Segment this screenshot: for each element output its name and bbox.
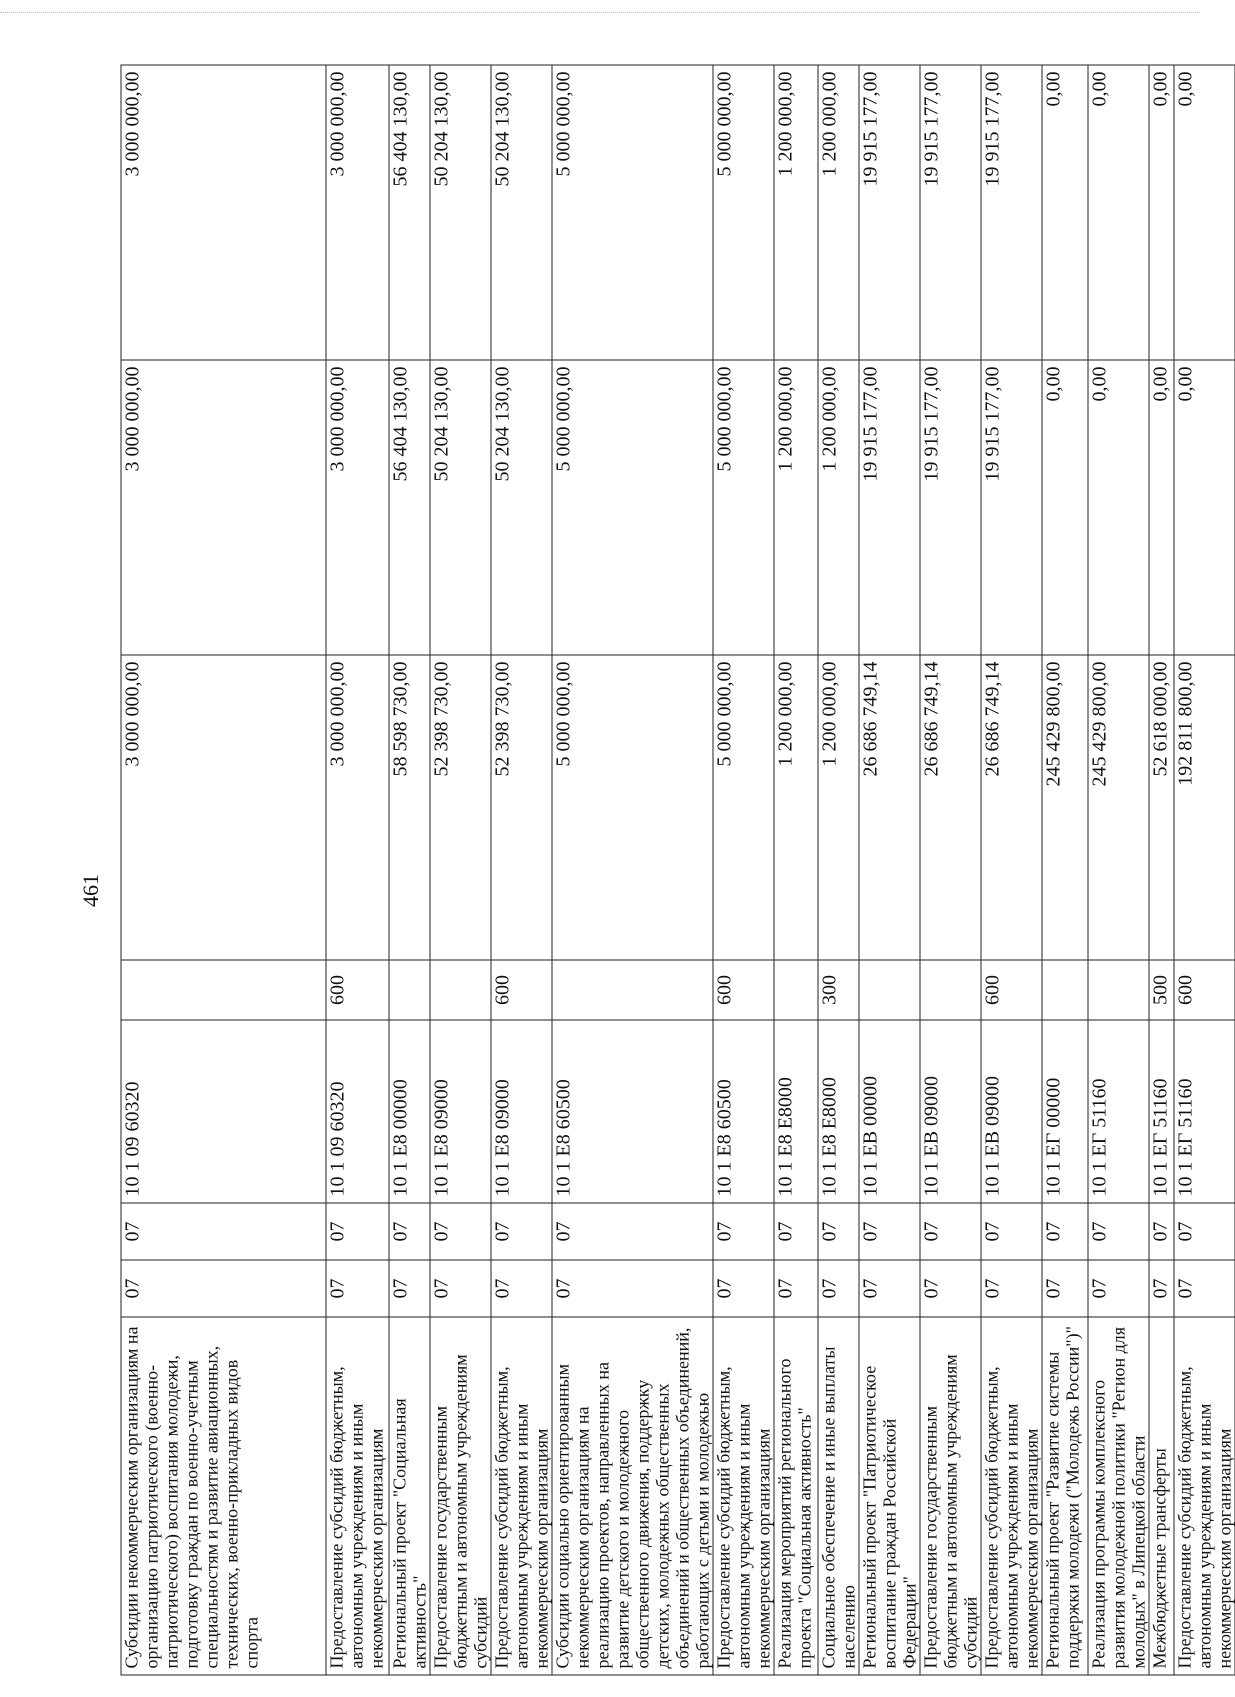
row-name-cell: Предоставление субсидий бюджетным, автономным учреждениям и иным некоммерческим организациям bbox=[1174, 1317, 1235, 1675]
row-subsection-cell: 07 bbox=[774, 1203, 818, 1260]
row-amount-2-cell: 1 200 000,00 bbox=[818, 360, 859, 655]
row-amount-2-cell: 0,00 bbox=[1174, 360, 1235, 655]
row-amount-2-cell: 19 915 177,00 bbox=[981, 360, 1042, 655]
row-name-cell: Субсидии социально ориентированным некоммерческим организациям на реализацию проектов, направленных на развитие детского и молодежного общественного движения, поддержку детских, молодежных общественных объединений и общественных объединений, работающих с детьми и молодежью bbox=[552, 1317, 713, 1675]
row-amount-2-cell: 0,00 bbox=[1149, 360, 1174, 655]
row-section-cell: 07 bbox=[1042, 1260, 1088, 1317]
row-expense-type-cell bbox=[552, 960, 713, 1020]
row-subsection-cell: 07 bbox=[920, 1203, 981, 1260]
row-subsection-cell: 07 bbox=[981, 1203, 1042, 1260]
row-amount-1-cell: 52 398 730,00 bbox=[430, 655, 491, 960]
row-amount-1-cell: 26 686 749,14 bbox=[859, 655, 920, 960]
row-amount-2-cell: 1 200 000,00 bbox=[774, 360, 818, 655]
row-name-cell: Региональный проект "Развитие системы поддержки молодежи ("Молодежь России")" bbox=[1042, 1317, 1088, 1675]
row-amount-2-cell: 0,00 bbox=[1042, 360, 1088, 655]
row-section-cell: 07 bbox=[389, 1260, 430, 1317]
row-section-cell: 07 bbox=[818, 1260, 859, 1317]
row-name-cell: Межбюджетные трансферты bbox=[1149, 1317, 1174, 1675]
row-section-cell: 07 bbox=[774, 1260, 818, 1317]
row-expense-type-cell bbox=[920, 960, 981, 1020]
row-amount-2-cell: 5 000 000,00 bbox=[713, 360, 774, 655]
row-subsection-cell: 07 bbox=[859, 1203, 920, 1260]
row-target-code-cell: 10 1 E8 09000 bbox=[491, 1020, 552, 1203]
row-amount-3-cell: 56 404 130,00 bbox=[389, 65, 430, 360]
row-amount-2-cell: 50 204 130,00 bbox=[491, 360, 552, 655]
row-amount-3-cell: 3 000 000,00 bbox=[121, 65, 326, 360]
row-subsection-cell: 07 bbox=[389, 1203, 430, 1260]
row-section-cell: 07 bbox=[430, 1260, 491, 1317]
row-amount-1-cell: 245 429 800,00 bbox=[1088, 655, 1149, 960]
row-subsection-cell: 07 bbox=[1149, 1203, 1174, 1260]
budget-table-rotated bbox=[120, 65, 1234, 1675]
row-expense-type-cell: 600 bbox=[713, 960, 774, 1020]
row-subsection-cell: 07 bbox=[491, 1203, 552, 1260]
row-amount-2-cell: 19 915 177,00 bbox=[920, 360, 981, 655]
page-number: 461 bbox=[78, 874, 103, 907]
row-section-cell: 07 bbox=[859, 1260, 920, 1317]
row-subsection-cell: 07 bbox=[552, 1203, 713, 1260]
row-subsection-cell: 07 bbox=[713, 1203, 774, 1260]
table-row bbox=[491, 65, 552, 1675]
table-row bbox=[1042, 65, 1088, 1675]
row-name-cell: Предоставление государственным бюджетным и автономным учреждениям субсидий bbox=[430, 1317, 491, 1675]
row-amount-3-cell: 0,00 bbox=[1174, 65, 1235, 360]
row-expense-type-cell: 600 bbox=[326, 960, 389, 1020]
row-target-code-cell: 10 1 ЕГ 00000 bbox=[1042, 1020, 1088, 1203]
row-target-code-cell: 10 1 E8 E8000 bbox=[774, 1020, 818, 1203]
row-section-cell: 07 bbox=[121, 1260, 326, 1317]
table-body bbox=[121, 65, 1235, 1675]
row-amount-3-cell: 5 000 000,00 bbox=[713, 65, 774, 360]
row-target-code-cell: 10 1 EB 09000 bbox=[981, 1020, 1042, 1203]
row-expense-type-cell bbox=[430, 960, 491, 1020]
table-row bbox=[920, 65, 981, 1675]
table-row bbox=[774, 65, 818, 1675]
row-section-cell: 07 bbox=[326, 1260, 389, 1317]
row-amount-3-cell: 0,00 bbox=[1042, 65, 1088, 360]
row-amount-1-cell: 58 598 730,00 bbox=[389, 655, 430, 960]
table-row bbox=[389, 65, 430, 1675]
row-amount-1-cell: 52 398 730,00 bbox=[491, 655, 552, 960]
row-section-cell: 07 bbox=[1088, 1260, 1149, 1317]
row-target-code-cell: 10 1 ЕГ 51160 bbox=[1088, 1020, 1149, 1203]
row-target-code-cell: 10 1 09 60320 bbox=[121, 1020, 326, 1203]
row-amount-3-cell: 5 000 000,00 bbox=[552, 65, 713, 360]
row-amount-2-cell: 0,00 bbox=[1088, 360, 1149, 655]
row-amount-1-cell: 1 200 000,00 bbox=[818, 655, 859, 960]
table-row bbox=[1174, 65, 1235, 1675]
row-target-code-cell: 10 1 09 60320 bbox=[326, 1020, 389, 1203]
row-amount-1-cell: 26 686 749,14 bbox=[920, 655, 981, 960]
row-target-code-cell: 10 1 EB 00000 bbox=[859, 1020, 920, 1203]
row-amount-1-cell: 5 000 000,00 bbox=[552, 655, 713, 960]
row-expense-type-cell: 600 bbox=[1174, 960, 1235, 1020]
row-name-cell: Реализация программы комплексного развития молодежной политики "Регион для молодых" в Липецкой области bbox=[1088, 1317, 1149, 1675]
row-expense-type-cell: 600 bbox=[981, 960, 1042, 1020]
row-amount-1-cell: 3 000 000,00 bbox=[121, 655, 326, 960]
row-expense-type-cell bbox=[389, 960, 430, 1020]
row-expense-type-cell: 600 bbox=[491, 960, 552, 1020]
row-expense-type-cell: 500 bbox=[1149, 960, 1174, 1020]
row-amount-1-cell: 245 429 800,00 bbox=[1042, 655, 1088, 960]
row-expense-type-cell bbox=[859, 960, 920, 1020]
row-section-cell: 07 bbox=[713, 1260, 774, 1317]
table-row bbox=[1088, 65, 1149, 1675]
row-amount-2-cell: 19 915 177,00 bbox=[859, 360, 920, 655]
row-subsection-cell: 07 bbox=[1042, 1203, 1088, 1260]
table-row bbox=[981, 65, 1042, 1675]
table-row bbox=[326, 65, 389, 1675]
row-amount-3-cell: 1 200 000,00 bbox=[818, 65, 859, 360]
row-amount-3-cell: 1 200 000,00 bbox=[774, 65, 818, 360]
row-amount-2-cell: 50 204 130,00 bbox=[430, 360, 491, 655]
row-amount-3-cell: 19 915 177,00 bbox=[859, 65, 920, 360]
row-amount-3-cell: 50 204 130,00 bbox=[430, 65, 491, 360]
row-expense-type-cell: 300 bbox=[818, 960, 859, 1020]
row-amount-2-cell: 56 404 130,00 bbox=[389, 360, 430, 655]
row-target-code-cell: 10 1 E8 60500 bbox=[552, 1020, 713, 1203]
row-target-code-cell: 10 1 ЕГ 51160 bbox=[1149, 1020, 1174, 1203]
row-name-cell: Предоставление субсидий бюджетным, автономным учреждениям и иным некоммерческим организациям bbox=[713, 1317, 774, 1675]
row-section-cell: 07 bbox=[920, 1260, 981, 1317]
row-amount-3-cell: 50 204 130,00 bbox=[491, 65, 552, 360]
row-expense-type-cell bbox=[1088, 960, 1149, 1020]
row-amount-1-cell: 3 000 000,00 bbox=[326, 655, 389, 960]
row-amount-1-cell: 5 000 000,00 bbox=[713, 655, 774, 960]
row-section-cell: 07 bbox=[1149, 1260, 1174, 1317]
row-subsection-cell: 07 bbox=[1174, 1203, 1235, 1260]
row-subsection-cell: 07 bbox=[326, 1203, 389, 1260]
table-row bbox=[859, 65, 920, 1675]
row-name-cell: Региональный проект "Патриотическое воспитание граждан Российской Федерации" bbox=[859, 1317, 920, 1675]
row-subsection-cell: 07 bbox=[121, 1203, 326, 1260]
row-name-cell: Региональный проект "Социальная активность" bbox=[389, 1317, 430, 1675]
row-name-cell: Предоставление субсидий бюджетным, автономным учреждениям и иным некоммерческим организациям bbox=[981, 1317, 1042, 1675]
table-row bbox=[818, 65, 859, 1675]
row-target-code-cell: 10 1 ЕГ 51160 bbox=[1174, 1020, 1235, 1203]
row-amount-3-cell: 0,00 bbox=[1088, 65, 1149, 360]
row-expense-type-cell bbox=[1042, 960, 1088, 1020]
row-target-code-cell: 10 1 E8 09000 bbox=[430, 1020, 491, 1203]
row-amount-2-cell: 3 000 000,00 bbox=[121, 360, 326, 655]
row-name-cell: Предоставление субсидий бюджетным, автономным учреждениям и иным некоммерческим организациям bbox=[326, 1317, 389, 1675]
row-expense-type-cell bbox=[774, 960, 818, 1020]
row-amount-1-cell: 52 618 000,00 bbox=[1149, 655, 1174, 960]
budget-table bbox=[120, 64, 1235, 1675]
row-amount-3-cell: 3 000 000,00 bbox=[326, 65, 389, 360]
table-row bbox=[430, 65, 491, 1675]
row-amount-3-cell: 19 915 177,00 bbox=[981, 65, 1042, 360]
row-target-code-cell: 10 1 E8 60500 bbox=[713, 1020, 774, 1203]
row-section-cell: 07 bbox=[981, 1260, 1042, 1317]
row-amount-2-cell: 5 000 000,00 bbox=[552, 360, 713, 655]
row-subsection-cell: 07 bbox=[1088, 1203, 1149, 1260]
row-amount-2-cell: 3 000 000,00 bbox=[326, 360, 389, 655]
row-name-cell: Субсидии некоммерческим организациям на организацию патриотического (военно-патриотического) воспитания молодежи, подготовку граждан по военно-учетным специальностям и развитие авиационных, технических, военно-прикладных видов спорта bbox=[121, 1317, 326, 1675]
page-top-border bbox=[0, 12, 1200, 13]
row-name-cell: Реализация мероприятий регионального проекта "Социальная активность" bbox=[774, 1317, 818, 1675]
row-expense-type-cell bbox=[121, 960, 326, 1020]
row-subsection-cell: 07 bbox=[818, 1203, 859, 1260]
row-target-code-cell: 10 1 E8 E8000 bbox=[818, 1020, 859, 1203]
table-row bbox=[121, 65, 326, 1675]
row-amount-1-cell: 26 686 749,14 bbox=[981, 655, 1042, 960]
row-section-cell: 07 bbox=[552, 1260, 713, 1317]
row-name-cell: Предоставление государственным бюджетным и автономным учреждениям субсидий bbox=[920, 1317, 981, 1675]
row-amount-3-cell: 0,00 bbox=[1149, 65, 1174, 360]
table-row bbox=[713, 65, 774, 1675]
row-target-code-cell: 10 1 E8 00000 bbox=[389, 1020, 430, 1203]
row-section-cell: 07 bbox=[491, 1260, 552, 1317]
row-amount-3-cell: 19 915 177,00 bbox=[920, 65, 981, 360]
row-subsection-cell: 07 bbox=[430, 1203, 491, 1260]
row-amount-1-cell: 192 811 800,00 bbox=[1174, 655, 1235, 960]
table-row bbox=[552, 65, 713, 1675]
row-section-cell: 07 bbox=[1174, 1260, 1235, 1317]
table-row bbox=[1149, 65, 1174, 1675]
row-amount-1-cell: 1 200 000,00 bbox=[774, 655, 818, 960]
row-name-cell: Социальное обеспечение и иные выплаты населению bbox=[818, 1317, 859, 1675]
row-target-code-cell: 10 1 EB 09000 bbox=[920, 1020, 981, 1203]
row-name-cell: Предоставление субсидий бюджетным, автономным учреждениям и иным некоммерческим организациям bbox=[491, 1317, 552, 1675]
